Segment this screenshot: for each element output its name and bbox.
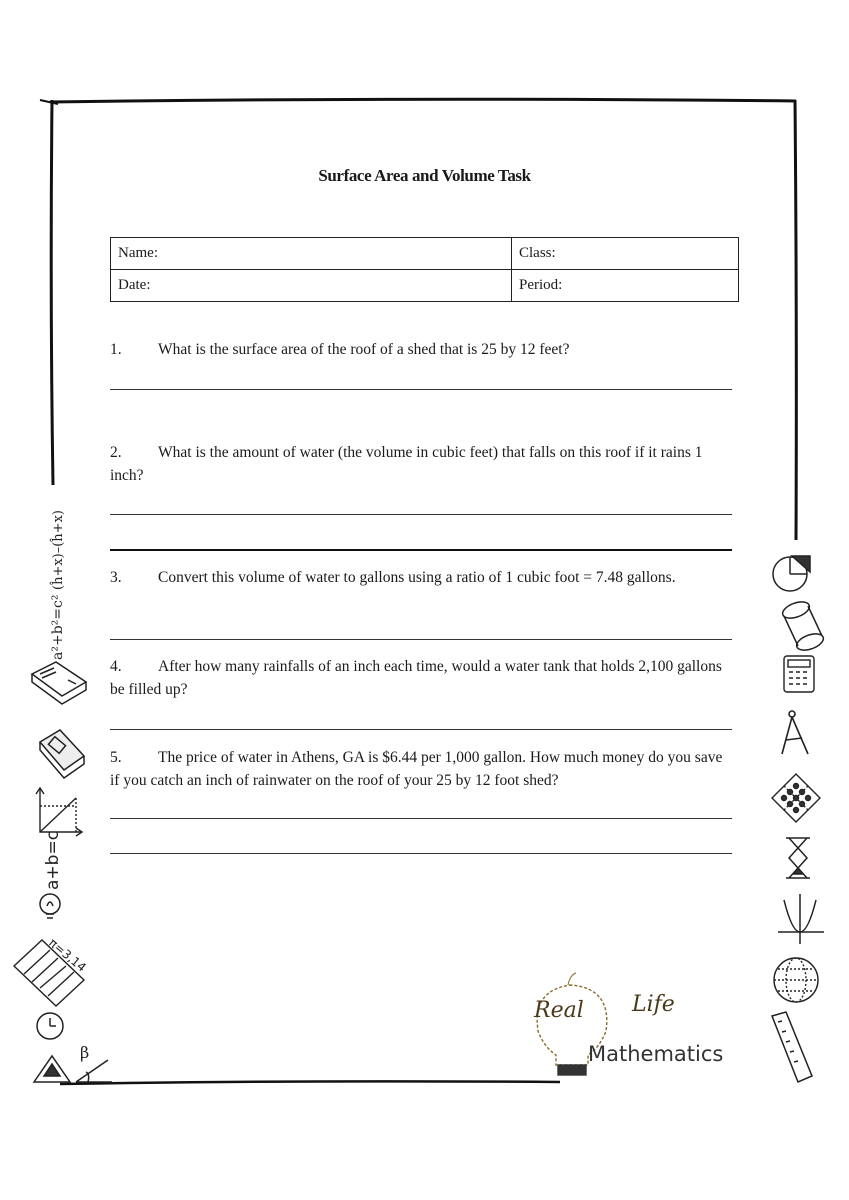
name-field[interactable] [111,238,512,270]
answer-line-1[interactable] [110,389,732,390]
table-row [111,270,739,302]
beta-symbol-doodle: β [80,1043,90,1062]
question-text: After how many rainfalls of an inch each time, would a water tank that holds 2,100 gallons be filled up? [110,658,722,698]
border-top-line [50,99,796,102]
question-1 [110,338,732,361]
svg-text:(ĥ+x)–(ĥ+x): (ĥ+x)–(ĥ+x) [51,510,66,590]
worksheet-title: Surface Area and Volume Task [318,166,531,185]
answer-line-5a[interactable] [110,818,732,819]
question-number: 5. [110,749,122,766]
name-label: Name: [118,245,158,261]
globe-icon [774,958,818,1002]
question-text: What is the amount of water (the volume in cubic feet) that falls on this roof if it rains 1 inch? [110,444,703,484]
class-field[interactable] [512,238,739,270]
logo-word-mathematics: Mathematics [588,1042,724,1066]
question-2 [110,441,732,487]
abacus-grid-icon [772,774,820,822]
pythagoras-formula-doodle: a²+b²=c² [50,594,66,660]
period-label: Period: [519,277,563,293]
question-text: Convert this volume of water to gallons using a ratio of 1 cubic foot = 7.48 gallons. [158,569,676,586]
hourglass-icon [786,838,810,878]
clock-icon [37,1013,63,1039]
calculator-icon [784,656,814,692]
logo-word-real: Real [534,998,584,1023]
cylinder-icon [780,599,825,654]
date-field[interactable] [111,270,512,302]
pi-ruler-icon [14,940,84,1006]
answer-line-5b[interactable] [110,853,732,854]
table-row [111,238,739,270]
date-label: Date: [118,277,151,293]
ruler-icon [772,1012,812,1082]
border-bottom-line [60,1081,560,1084]
student-info-table [110,237,739,302]
question-number: 2. [110,444,122,461]
parabola-graph-icon [778,894,824,944]
compass-icon [782,711,808,754]
border-left-line [51,100,53,485]
triangle-ruler-icon [34,1056,112,1082]
question-number: 3. [110,569,122,586]
class-label: Class: [519,245,556,261]
question-5 [110,746,732,792]
question-number: 1. [110,341,122,358]
question-text: The price of water in Athens, GA is $6.44 per 1,000 gallon. How much money do you save if you catch an inch of rainwater on the roof of your 25 by 12 foot shed? [110,749,723,789]
pi-formula-doodle: π=3,14 [46,935,89,975]
pie-chart-icon [773,556,810,591]
lightbulb-icon [40,894,60,918]
graph-axes-icon [36,788,82,836]
sum-formula-doodle: a+b=c [43,830,63,890]
closed-book-icon [40,730,84,778]
question-number: 4. [110,658,122,675]
logo-word-life: Life [632,992,675,1017]
question-text: What is the surface area of the roof of a shed that is 25 by 12 feet? [158,341,570,358]
answer-line-2b[interactable] [110,549,732,551]
answer-line-4[interactable] [110,729,732,730]
answer-line-2a[interactable] [110,514,732,515]
answer-line-3[interactable] [110,639,732,640]
open-book-icon [32,662,86,704]
question-3 [110,566,732,589]
question-4 [110,655,732,701]
period-field[interactable] [512,270,739,302]
real-life-mathematics-logo [520,990,740,1090]
